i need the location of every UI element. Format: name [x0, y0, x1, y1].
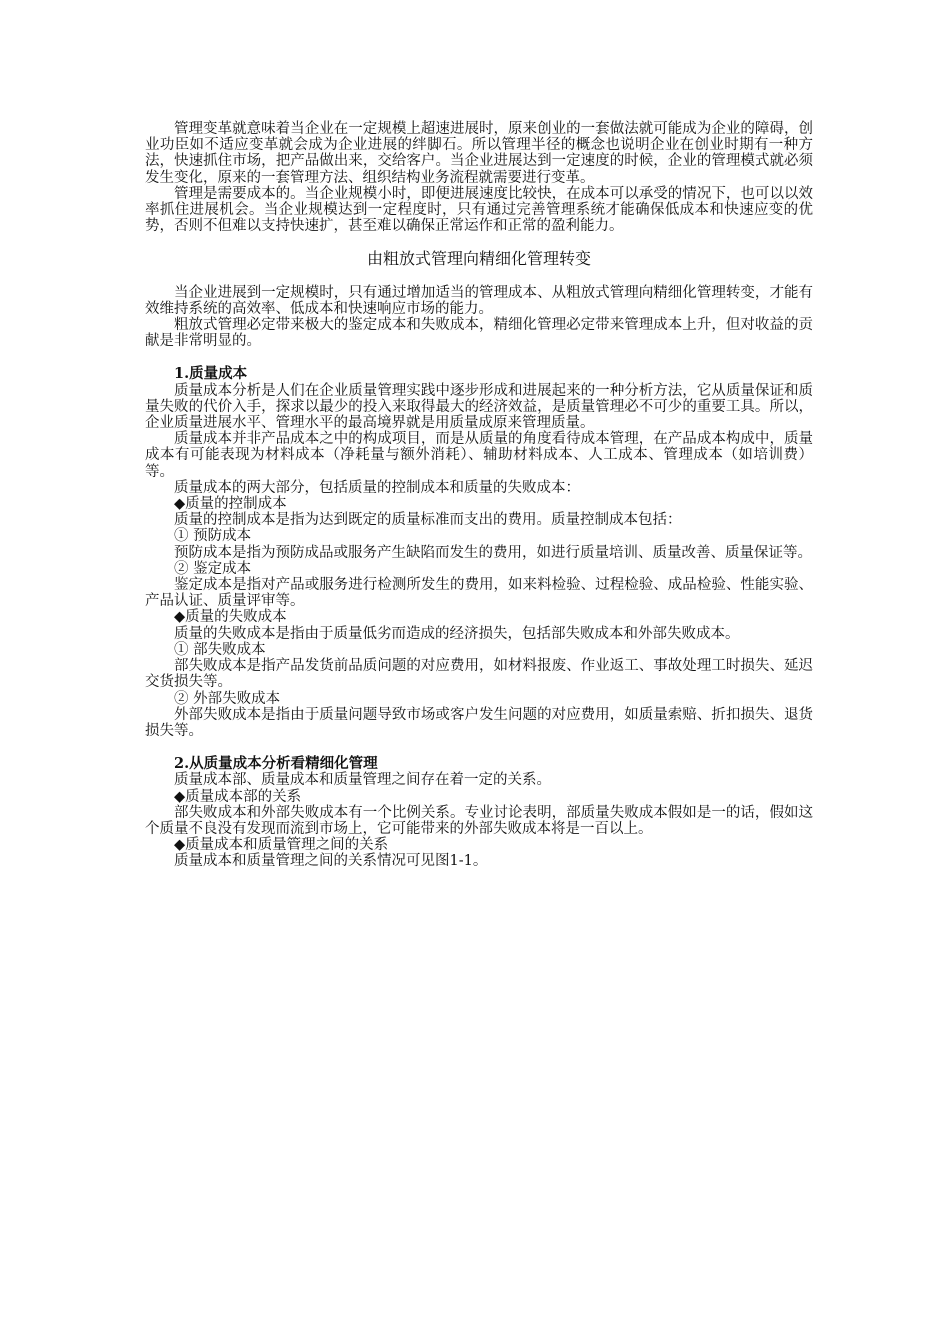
section2-bullet-internal-relation: ◆质量成本部的关系 [174, 788, 302, 805]
section2-paragraph-1: 质量成本部、质量成本和质量管理之间存在着一定的关系。 [174, 772, 551, 789]
intro-paragraph-1: 管理变革就意味着当企业在一定规模上超速进展时，原来创业的一套做法就可能成为企业的障碍，创业功臣如不适应变革就会成为企业进展的绊脚石。所以管理半径的概念也说明企业在创业时期有一种方法，快速抓住市场，把产品做出来，交给客户。当企业进展达到一定速度的时候，企业的管理模式就必须发生变化，原来的一套管理方法、组织结构业务流程就需要进行变革。 [145, 121, 813, 186]
section2-bullet-management-relation: ◆质量成本和质量管理之间的关系 [174, 837, 389, 854]
section0-paragraph-1: 当企业进展到一定规模时，只有通过增加适当的管理成本、从粗放式管理向精细化管理转变，才能有效维持系统的高效率、低成本和快速响应市场的能力。 [145, 284, 813, 317]
section1-paragraph-1: 质量成本分析是人们在企业质量管理实践中逐步形成和进展起来的一种分析方法，它从质量保证和质量失败的代价入手，探求以最少的投入来取得最大的经济效益，是质量管理必不可少的重要工具。所以，企业质量进展水平、管理水平的最高境界就是用质量成原来管理质量。 [145, 382, 813, 432]
section1-heading: 1.质量成本 [174, 365, 248, 383]
section1-bullet-failure-cost: ◆质量的失败成本 [174, 609, 287, 626]
section1-paragraph-8: 部失败成本是指产品发货前品质问题的对应费用，如材料报废、作业返工、事故处理工时损失、延迟交货损失等。 [145, 658, 813, 691]
section0-paragraph-2: 粗放式管理必定带来极大的鉴定成本和失败成本，精细化管理必定带来管理成本上升，但对收益的贡献是非常明显的。 [145, 317, 813, 350]
section1-item-appraisal-cost: ② 鉴定成本 [174, 560, 252, 577]
section1-paragraph-7: 质量的失败成本是指由于质量低劣而造成的经济损失，包括部失败成本和外部失败成本。 [174, 625, 740, 642]
intro-paragraph-2: 管理是需要成本的。当企业规模小时，即便进展速度比较快，在成本可以承受的情况下，也可以以效率抓住进展机会。当企业规模达到一定程度时，只有通过完善管理系统才能确保低成本和快速应变的优势，否则不但难以支持快速扩，甚至难以确保正常运作和正常的盈利能力。 [145, 185, 813, 235]
section2-heading: 2.从质量成本分析看精细化管理 [174, 755, 378, 773]
section1-bullet-control-cost: ◆质量的控制成本 [174, 496, 287, 513]
section2-paragraph-2: 部失败成本和外部失败成本有一个比例关系。专业讨论表明，部质量失败成本假如是一的话，假如这个质量不良没有发现而流到市场上，它可能带来的外部失败成本将是一百以上。 [145, 804, 813, 837]
document-page [145, 121, 813, 870]
section1-paragraph-4: 质量的控制成本是指为达到既定的质量标准而支出的费用。质量控制成本包括： [174, 512, 682, 529]
section-title: 由粗放式管理向精细化管理转变 [366, 249, 591, 269]
section1-paragraph-6: 鉴定成本是指对产品或服务进行检测所发生的费用，如来料检验、过程检验、成品检验、性能实验、产品认证、质量评审等。 [145, 577, 813, 610]
section1-item-prevention-cost: ① 预防成本 [174, 528, 252, 545]
section1-paragraph-3: 质量成本的两大部分，包括质量的控制成本和质量的失败成本： [174, 479, 580, 496]
section1-paragraph-2: 质量成本并非产品成本之中的构成项目，而是从质量的角度看待成本管理，在产品成本构成中，质量成本有可能表现为材料成本（净耗量与额外消耗）、辅助材料成本、人工成本、管理成本（如培训费）等。 [145, 431, 813, 480]
section1-item-external-failure: ② 外部失败成本 [174, 690, 281, 707]
section1-item-internal-failure: ① 部失败成本 [174, 641, 266, 658]
section1-paragraph-9: 外部失败成本是指由于质量问题导致市场或客户发生问题的对应费用，如质量索赔、折扣损失、退货损失等。 [145, 706, 813, 739]
section1-paragraph-5: 预防成本是指为预防成品或服务产生缺陷而发生的费用，如进行质量培训、质量改善、质量保证等。 [174, 544, 812, 561]
section2-paragraph-3: 质量成本和质量管理之间的关系情况可见图1-1。 [174, 853, 488, 870]
